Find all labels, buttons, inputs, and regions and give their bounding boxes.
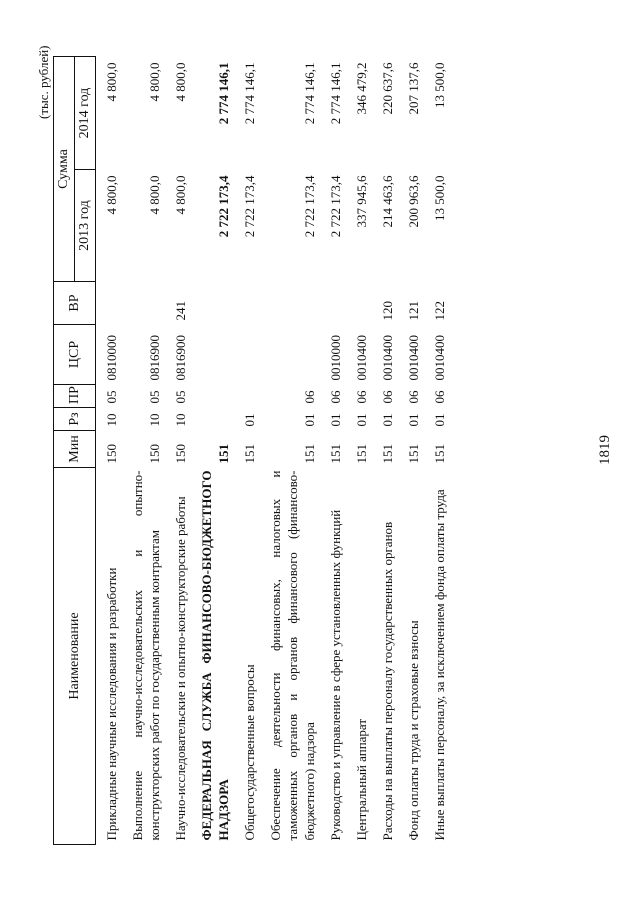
row-rz: 01 — [354, 413, 369, 427]
row-pr — [191, 385, 234, 408]
row-csr: 0816900 — [173, 335, 188, 381]
row-rz: 10 — [147, 413, 162, 427]
row-2013: 214 463,6 — [380, 175, 395, 228]
row-rz: 01 — [302, 413, 317, 427]
row-vr: 120 — [380, 301, 395, 321]
row-2014: 4 800,0 — [104, 62, 119, 102]
table-body — [96, 57, 451, 845]
row-2014: 2 774 146,1 — [242, 62, 257, 125]
header-csr: ЦСР — [54, 325, 96, 385]
row-vr — [346, 282, 372, 325]
row-rz: 01 — [406, 413, 421, 427]
row-name: Расходы на выплаты персоналу государственных органов — [380, 521, 395, 841]
row-2013: 200 963,6 — [406, 175, 421, 228]
row-rz: 01 — [432, 413, 447, 427]
row-rz — [191, 408, 234, 431]
row-pr: 05 — [104, 390, 119, 404]
table-header — [54, 57, 96, 845]
budget-table — [53, 56, 450, 845]
row-name: Руководство и управление в сфере установленных функций — [328, 509, 343, 841]
row-csr: 0010400 — [380, 335, 395, 381]
table-row — [122, 57, 165, 845]
row-csr: 0816900 — [147, 335, 162, 381]
row-2013: 2 722 173,4 — [216, 175, 231, 238]
row-vr — [96, 282, 123, 325]
row-min: 151 — [380, 444, 395, 464]
row-min: 150 — [173, 444, 188, 464]
row-min: 151 — [242, 444, 257, 464]
row-2013: 4 800,0 — [173, 175, 188, 215]
row-vr: 241 — [173, 301, 188, 321]
row-min: 150 — [104, 444, 119, 464]
row-min: 151 — [432, 444, 447, 464]
row-2014: 4 800,0 — [147, 62, 162, 102]
row-rz: 01 — [328, 413, 343, 427]
table-row — [96, 57, 123, 845]
row-min: 151 — [406, 444, 421, 464]
row-pr: 06 — [354, 390, 369, 404]
table-row — [234, 57, 260, 845]
row-name: Обеспечение деятельности финансовых, налоговых и таможенных органов и органов финансового (финансово-бюджетного) надзора — [268, 470, 317, 841]
row-pr: 06 — [406, 390, 421, 404]
row-min: 151 — [328, 444, 343, 464]
row-name: Общегосударственные вопросы — [242, 664, 257, 841]
row-csr: 0010400 — [354, 335, 369, 381]
row-2014: 346 479,2 — [354, 62, 369, 115]
row-2014: 2 774 146,1 — [216, 62, 231, 125]
row-vr — [320, 282, 346, 325]
header-2013: 2013 год — [75, 170, 96, 282]
table-row — [424, 57, 450, 845]
table-row-agency — [191, 57, 234, 845]
row-csr — [260, 325, 320, 385]
row-2014: 2 774 146,1 — [302, 62, 317, 125]
row-2013: 2 722 173,4 — [302, 175, 317, 238]
row-name: Научно-исследовательские и опытно-конструкторские работы — [173, 496, 188, 841]
row-pr: 06 — [328, 390, 343, 404]
table-row — [398, 57, 424, 845]
row-2014: 207 137,6 — [406, 62, 421, 115]
header-min: Мин — [54, 431, 96, 468]
row-rz: 01 — [380, 413, 395, 427]
row-csr: 0810000 — [104, 335, 119, 381]
row-csr — [234, 325, 260, 385]
row-rz: 10 — [173, 413, 188, 427]
row-pr: 05 — [173, 390, 188, 404]
row-2013: 2 722 173,4 — [242, 175, 257, 238]
row-2014: 13 500,0 — [432, 62, 447, 108]
row-min: 150 — [147, 444, 162, 464]
row-csr — [191, 325, 234, 385]
row-csr: 0010000 — [328, 335, 343, 381]
row-pr: 06 — [380, 390, 395, 404]
units-label: (тыс. рублей) — [36, 45, 51, 119]
row-2013: 4 800,0 — [147, 175, 162, 215]
row-2013: 4 800,0 — [104, 175, 119, 215]
header-name: Наименование — [54, 468, 96, 845]
row-vr — [122, 282, 165, 325]
row-2013: 337 945,6 — [354, 175, 369, 228]
table-row — [372, 57, 398, 845]
row-csr: 0010400 — [432, 335, 447, 381]
table-row — [346, 57, 372, 845]
row-min: 151 — [216, 444, 231, 464]
row-name: Фонд оплаты труда и страховые взносы — [406, 620, 421, 841]
row-2013: 2 722 173,4 — [328, 175, 343, 238]
header-pr: ПР — [54, 385, 96, 408]
row-2014: 2 774 146,1 — [328, 62, 343, 125]
row-rz: 01 — [242, 413, 257, 427]
row-min: 151 — [302, 444, 317, 464]
row-pr: 05 — [147, 390, 162, 404]
row-2013: 13 500,0 — [432, 175, 447, 221]
table-row — [260, 57, 320, 845]
row-vr — [260, 282, 320, 325]
table-row — [320, 57, 346, 845]
header-2014: 2014 год — [75, 57, 96, 170]
page-number: 1819 — [597, 435, 613, 465]
row-pr: 06 — [302, 390, 317, 404]
header-vr: ВР — [54, 282, 96, 325]
row-min: 151 — [354, 444, 369, 464]
row-name: Центральный аппарат — [354, 718, 369, 841]
row-csr: 0010400 — [406, 335, 421, 381]
row-vr — [234, 282, 260, 325]
row-vr: 122 — [432, 301, 447, 321]
row-name: Иные выплаты персоналу, за исключением фонда оплаты труда — [432, 489, 447, 841]
row-pr: 06 — [432, 390, 447, 404]
table-row — [165, 57, 191, 845]
row-rz: 10 — [104, 413, 119, 427]
row-vr: 121 — [406, 301, 421, 321]
header-sum: Сумма — [54, 57, 75, 282]
header-rz: Рз — [54, 408, 96, 431]
row-name: Выполнение научно-исследовательских и опытно-конструкторских работ по государственным контрактам — [130, 470, 162, 841]
row-name: Прикладные научные исследования и разработки — [104, 567, 119, 841]
row-name: ФЕДЕРАЛЬНАЯ СЛУЖБА ФИНАНСОВО-БЮДЖЕТНОГО НАДЗОРА — [199, 470, 231, 841]
row-vr — [191, 282, 234, 325]
row-pr — [234, 385, 260, 408]
row-2014: 4 800,0 — [173, 62, 188, 102]
row-2014: 220 637,6 — [380, 62, 395, 115]
